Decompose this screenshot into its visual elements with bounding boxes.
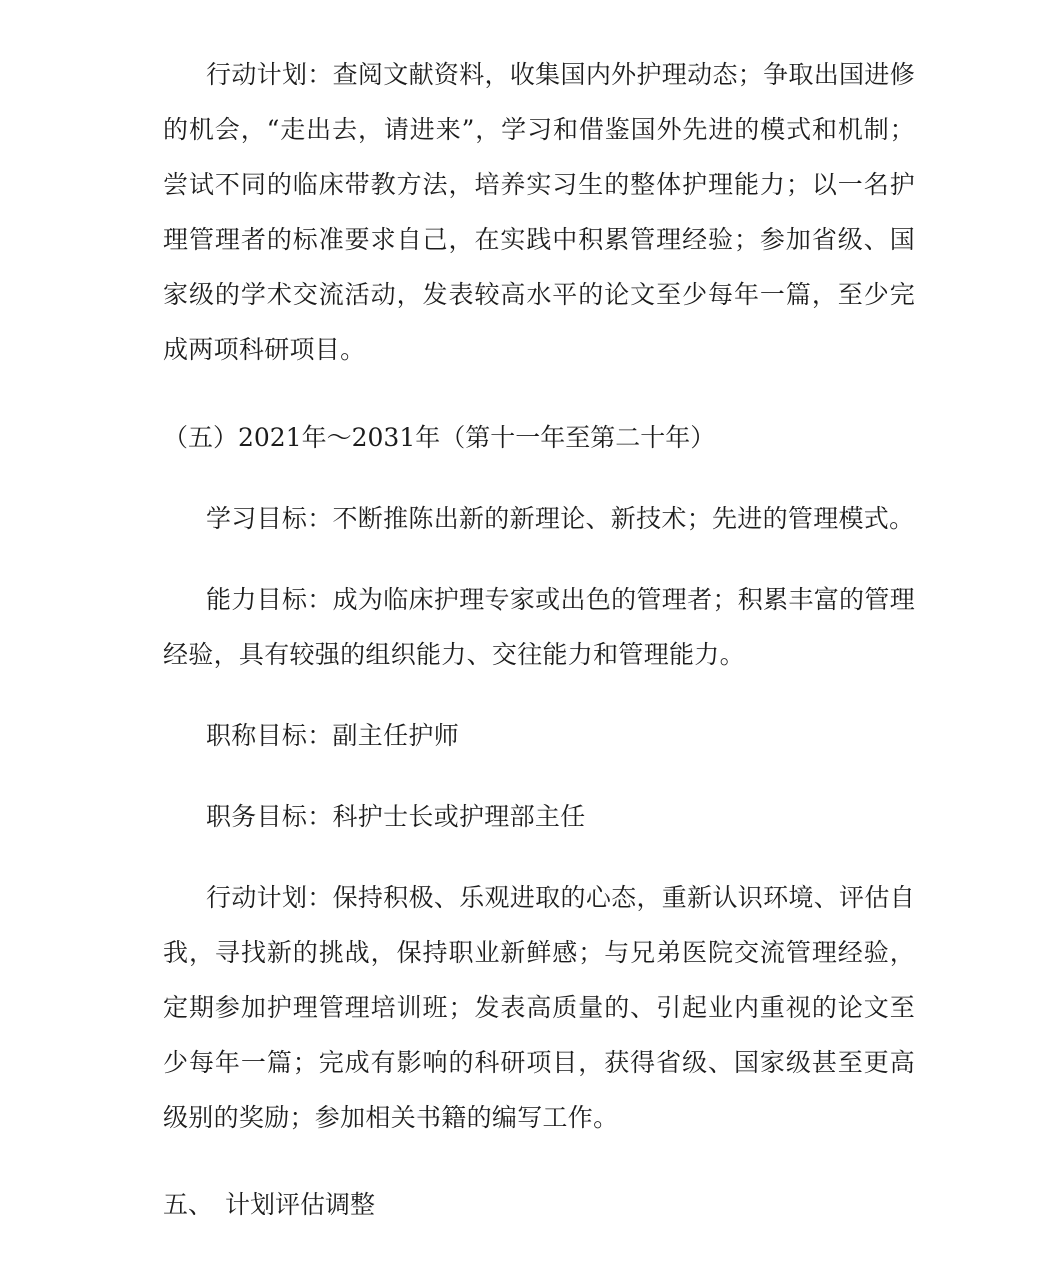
paragraph-text: 能力目标：成为临床护理专家或出色的管理者；积累丰富的管理经验，具有较强的组织能力、交往能力和管理能力。 [163,585,915,669]
chapter-heading-line [163,1177,915,1232]
paragraph-text: 职务目标：科护士长或护理部主任 [206,802,586,831]
paragraph-text: 职称目标：副主任护师 [206,721,460,750]
section-heading-five [163,410,915,465]
section-heading-text: （五）2021年～2031年（第十一年至第二十年） [163,423,716,452]
chapter-heading-five [163,1177,915,1232]
title-goal-paragraph [163,708,915,763]
chapter-title: 计划评估调整 [225,1190,376,1219]
chapter-number: 五、 [163,1190,214,1219]
action-plan-paragraph-1 [163,47,915,377]
action-plan-paragraph-2 [163,870,915,1145]
ability-goal-paragraph [163,572,915,682]
paragraph-text: 行动计划：保持积极、乐观进取的心态，重新认识环境、评估自我，寻找新的挑战，保持职业新鲜感；与兄弟医院交流管理经验，定期参加护理管理培训班；发表高质量的、引起业内重视的论文至少每年一篇；完成有影响的科研项目，获得省级、国家级甚至更高级别的奖励；参加相关书籍的编写工作。 [163,883,915,1132]
position-goal-paragraph [163,789,915,844]
learning-goal-paragraph [163,491,915,546]
paragraph-text: 行动计划：查阅文献资料，收集国内外护理动态；争取出国进修的机会，“走出去，请进来”，学习和借鉴国外先进的模式和机制；尝试不同的临床带教方法，培养实习生的整体护理能力；以一名护理管理者的标准要求自己，在实践中积累管理经验；参加省级、国家级的学术交流活动，发表较高水平的论文至少每年一篇，至少完成两项科研项目。 [163,60,915,364]
paragraph-text: 学习目标：不断推陈出新的新理论、新技术；先进的管理模式。 [206,504,915,533]
